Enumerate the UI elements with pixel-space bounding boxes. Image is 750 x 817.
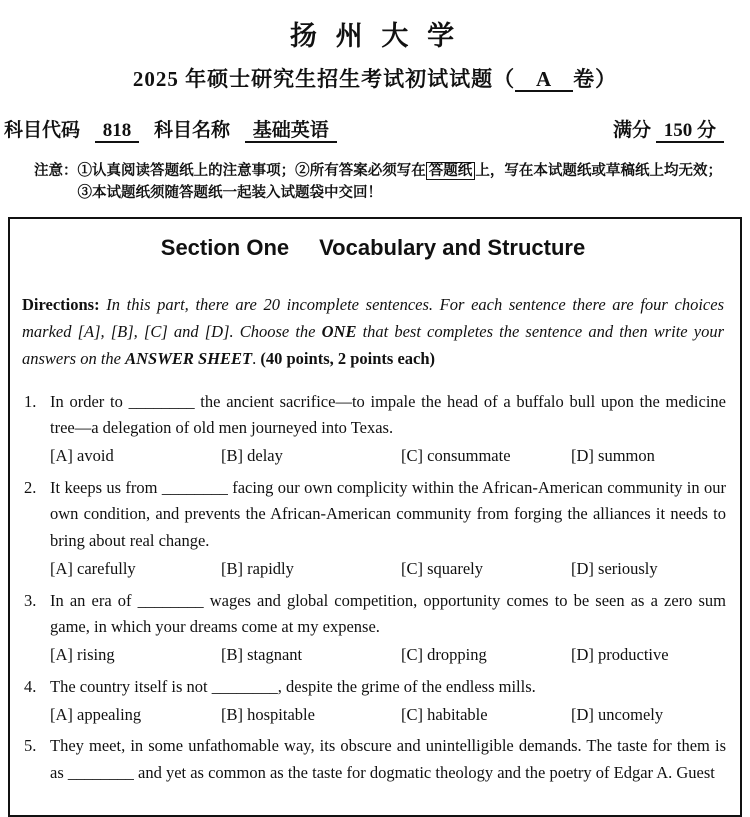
section-one-box [8, 217, 742, 817]
exam-title [0, 63, 750, 93]
option-c: [C] dropping [401, 645, 487, 665]
question-body [50, 733, 726, 786]
subject-info-row [0, 115, 750, 142]
question-text: In an era of ________ wages and global competition, opportunity comes to be seen as a zero sum game, in which your dreams come at my expense. [50, 590, 726, 637]
exam-title-post: 卷） [573, 67, 618, 91]
option-a: [A] appealing [50, 704, 142, 724]
question-text: It keeps us from ________ facing our own complicity within the African-American community in our own condition, and prevents the African-American community from forging the alliances it needs to bring about real change. [50, 477, 726, 551]
directions [22, 291, 724, 373]
question-body [50, 389, 726, 472]
directions-label: Directions: [22, 294, 100, 314]
directions-points: (40 points, 2 points each) [260, 349, 436, 369]
section-title [20, 235, 726, 261]
subject-code-label: 科目代码 [4, 120, 81, 141]
directions-answer-sheet: ANSWER SHEET [125, 349, 253, 369]
option-a: [A] avoid [50, 446, 114, 466]
exam-paper-page [0, 14, 750, 803]
full-score [613, 115, 724, 142]
option-d: [D] seriously [571, 558, 658, 578]
question-text: They meet, in some unfathomable way, its obscure and unintelligible demands. The taste for them is as ________ and yet as common as the taste for dogmatic theology and the poetry of Edgar A. Guest [50, 736, 726, 782]
question-options [50, 702, 726, 729]
exam-title-pre: 2025 年硕士研究生招生考试初试试题（ [132, 67, 516, 91]
question-options [50, 642, 726, 669]
notice-boxed-term: 答题纸 [426, 162, 476, 180]
option-b: [B] delay [221, 446, 283, 466]
subject-info-left [4, 115, 347, 142]
question-options [50, 556, 726, 583]
notice-label: 注意： [34, 163, 78, 179]
question-body [50, 588, 726, 671]
question-1 [20, 389, 726, 472]
exam-notice [0, 160, 750, 205]
section-title-left: Section One [160, 234, 290, 260]
option-b: [B] stagnant [221, 645, 303, 665]
option-c: [C] consummate [401, 446, 511, 466]
option-a: [A] rising [50, 645, 115, 665]
paper-letter: A [515, 68, 573, 92]
section-title-right: Vocabulary and Structure [319, 234, 586, 260]
subject-name-label: 科目名称 [154, 120, 231, 141]
directions-text1: In this part, there are 20 incomplete sentences. For each sentence there are four choices marked [A], [B], [C] and [D]. Choose the [22, 294, 724, 342]
option-d: [D] summon [571, 446, 655, 466]
option-c: [C] habitable [401, 704, 488, 724]
full-score-label: 满分 [612, 120, 651, 141]
question-number: 5. [24, 736, 37, 756]
question-text: The country itself is not ________, despite the grime of the endless mills. [50, 676, 536, 696]
option-b: [B] hospitable [221, 704, 315, 724]
question-number: 3. [24, 590, 37, 610]
directions-text3: . [252, 349, 261, 369]
option-d: [D] uncomely [571, 704, 664, 724]
question-4 [20, 674, 726, 730]
question-text: In order to ________ the ancient sacrifice—to impale the head of a buffalo bull upon the medicine tree—a delegation of old men journeyed into Texas. [50, 391, 726, 438]
option-a: [A] carefully [50, 558, 136, 578]
directions-one: ONE [321, 322, 357, 342]
notice-part1: ①认真阅读答题纸上的注意事项；②所有答案必须写在 [77, 163, 426, 179]
notice-text [78, 160, 723, 205]
question-body [50, 475, 726, 585]
question-5 [20, 733, 726, 786]
option-d: [D] productive [571, 645, 669, 665]
question-number: 4. [24, 676, 37, 696]
option-b: [B] rapidly [221, 558, 294, 578]
full-score-value: 150 分 [656, 120, 724, 143]
question-2 [20, 475, 726, 585]
option-c: [C] squarely [401, 558, 484, 578]
question-number: 1. [24, 391, 37, 411]
university-title: 扬 州 大 学 [289, 21, 461, 51]
question-3 [20, 588, 726, 671]
notice-part2: 上，写在本试题纸或草稿纸上均无效；③本试题纸须随答题纸一起装入试题袋中交回！ [77, 163, 723, 202]
question-number: 2. [24, 477, 37, 497]
question-body [50, 674, 726, 730]
subject-code-value: 818 [95, 120, 140, 143]
question-options [50, 443, 726, 470]
subject-name-value: 基础英语 [245, 120, 337, 143]
directions-text2: that best completes the sentence and then write your answers on the [22, 322, 724, 369]
